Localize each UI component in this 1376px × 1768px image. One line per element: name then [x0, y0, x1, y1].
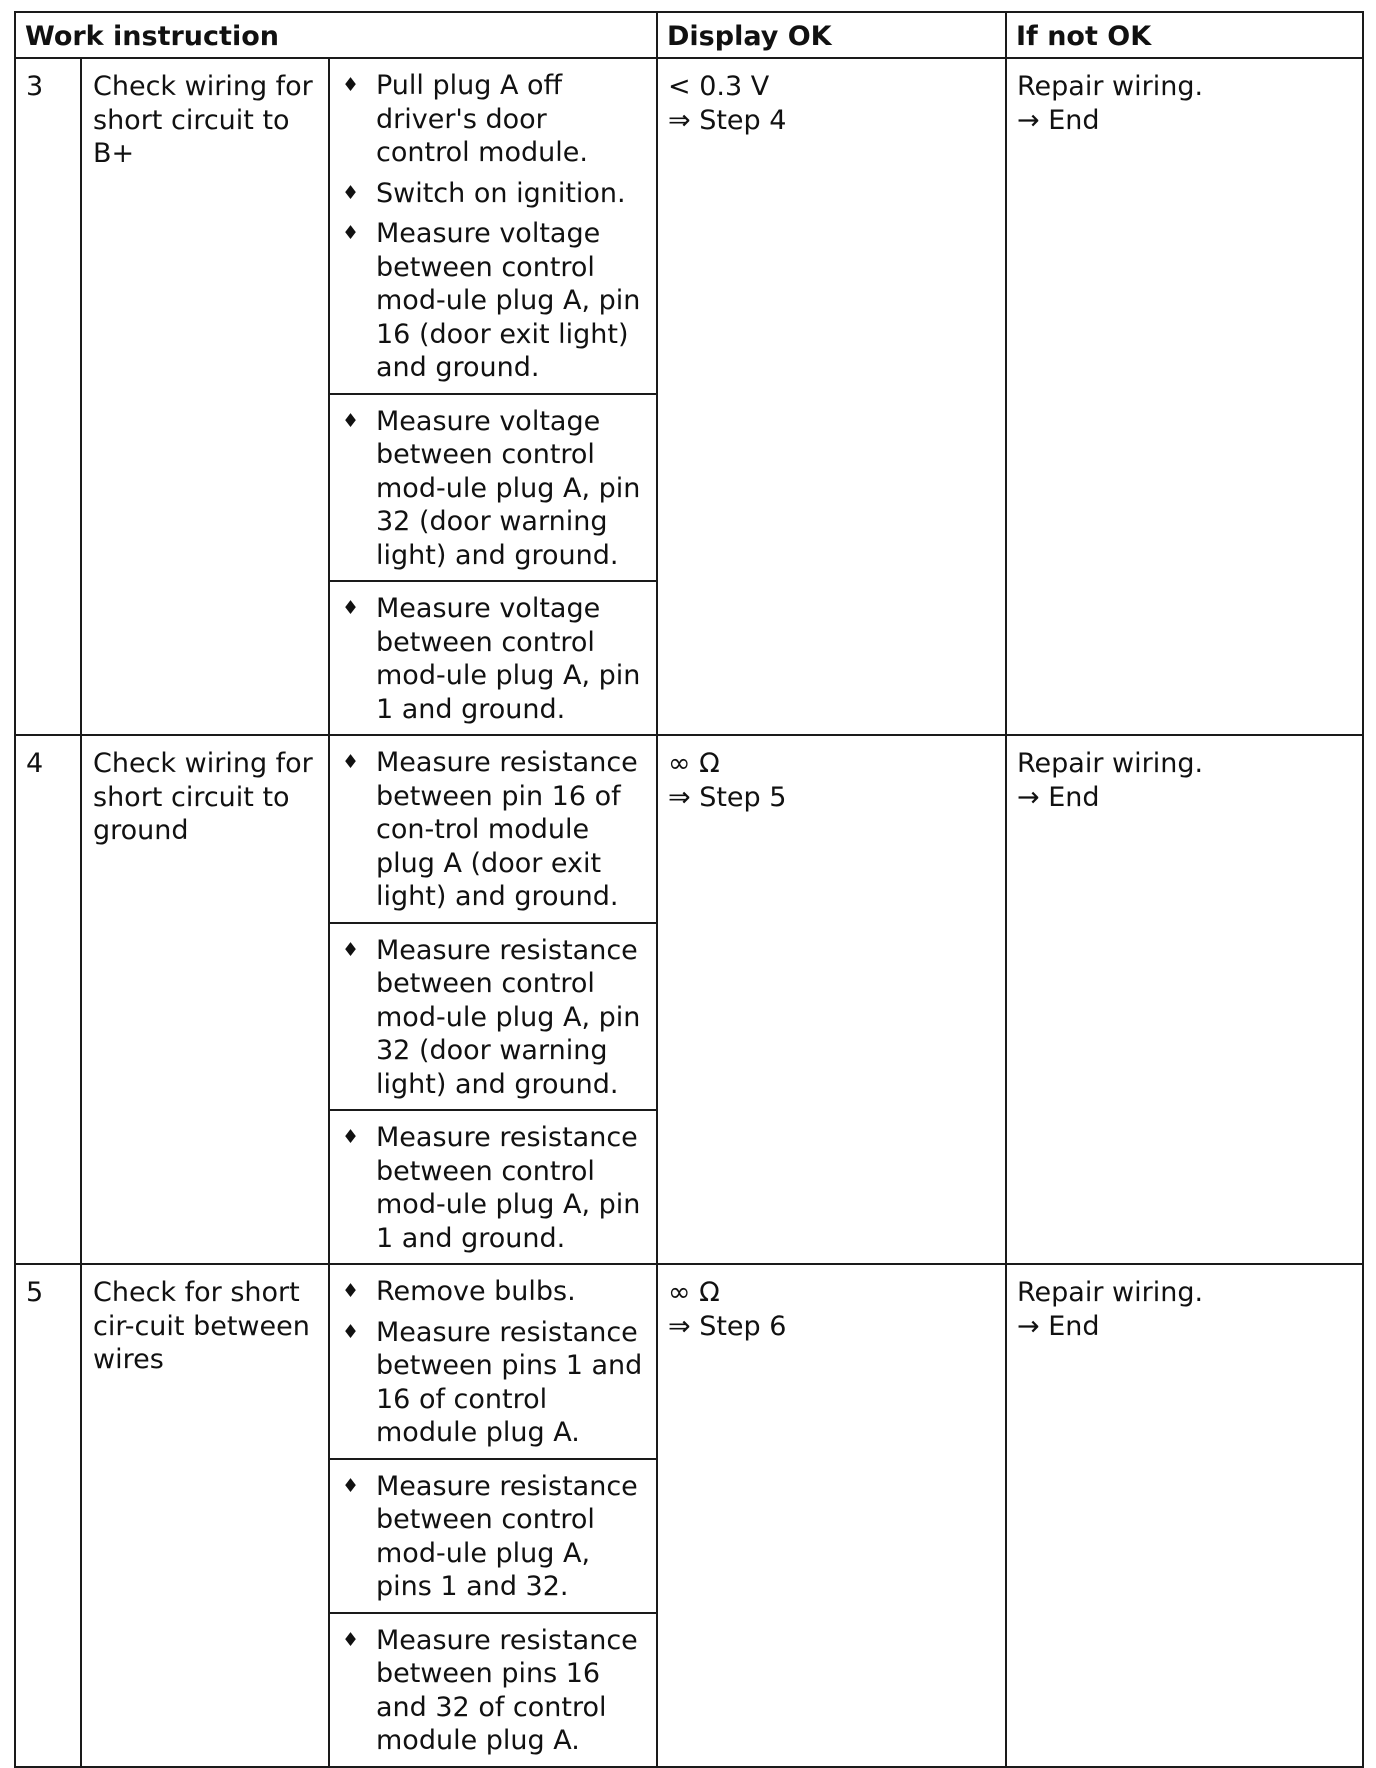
instruction-cell: [329, 735, 657, 923]
instruction-item: ♦ Measure voltage between control mod-ule plug A, pin 1 and ground.: [342, 593, 641, 725]
instruction-cell: [329, 394, 657, 582]
display-ok-cell: [657, 58, 1006, 735]
instruction-cell: [329, 58, 657, 394]
instruction-cell: [329, 1613, 657, 1767]
diamond-bullet-icon: ♦: [342, 222, 360, 244]
corrective-action: Repair wiring.: [1017, 748, 1204, 779]
instruction-cell: [329, 581, 657, 735]
display-ok-value: < 0.3 V: [668, 71, 770, 102]
step-number: 5: [15, 1264, 81, 1767]
next-step-link: ⇒ Step 4: [668, 104, 787, 136]
table-row: [15, 1264, 1363, 1459]
corrective-action: Repair wiring.: [1017, 1277, 1204, 1308]
step-number: 3: [15, 58, 81, 735]
instruction-item: ♦ Remove bulbs.: [342, 1276, 576, 1307]
diamond-bullet-icon: ♦: [342, 597, 360, 619]
work-instruction-table: [14, 11, 1364, 1768]
header-if-not-ok: If not OK: [1006, 12, 1363, 58]
if-not-ok-cell: [1006, 58, 1363, 735]
display-ok-cell: [657, 1264, 1006, 1767]
end-marker: → End: [1017, 104, 1100, 136]
display-ok-value: ∞ Ω: [668, 1277, 720, 1308]
diamond-bullet-icon: ♦: [342, 1628, 360, 1651]
diamond-bullet-icon: ♦: [342, 1280, 360, 1302]
diamond-bullet-icon: ♦: [342, 181, 360, 204]
table-row: [15, 58, 1363, 394]
instruction-item: ♦ Measure resistance between pin 16 of con-trol module plug A (door exit light) and ground.: [342, 747, 638, 912]
instruction-item: ♦ Measure resistance between control mod-ule plug A, pin 32 (door warning light) and ground.: [342, 934, 641, 1100]
header-row: [15, 12, 1363, 58]
header-display-ok: Display OK: [657, 12, 1006, 58]
diamond-bullet-icon: ♦: [342, 409, 360, 432]
instruction-item: ♦ Pull plug A off driver's door control module.: [342, 70, 588, 168]
diamond-bullet-icon: ♦: [342, 1320, 360, 1343]
step-title: Check wiring for short circuit to ground: [81, 735, 329, 1264]
instruction-item: ♦ Measure resistance between control mod-ule plug A, pins 1 and 32.: [342, 1470, 638, 1602]
instruction-item: ♦ Switch on ignition.: [342, 177, 626, 209]
if-not-ok-cell: [1006, 1264, 1363, 1767]
if-not-ok-cell: [1006, 735, 1363, 1264]
step-title: Check for short cir-cuit between wires: [81, 1264, 329, 1767]
end-marker: → End: [1017, 781, 1100, 813]
step-title: Check wiring for short circuit to B+: [81, 58, 329, 735]
diamond-bullet-icon: ♦: [342, 74, 360, 96]
diamond-bullet-icon: ♦: [342, 1474, 360, 1497]
step-number: 4: [15, 735, 81, 1264]
display-ok-value: ∞ Ω: [668, 748, 720, 779]
diamond-bullet-icon: ♦: [342, 1126, 360, 1148]
instruction-item: ♦ Measure voltage between control mod-ule plug A, pin 16 (door exit light) and ground.: [342, 218, 641, 383]
instruction-item: ♦ Measure resistance between pins 16 and 32 of control module plug A.: [342, 1624, 638, 1756]
table-row: [15, 735, 1363, 923]
instruction-item: ♦ Measure voltage between control mod-ule plug A, pin 32 (door warning light) and ground.: [342, 405, 641, 571]
diamond-bullet-icon: ♦: [342, 938, 360, 961]
instruction-cell: [329, 1264, 657, 1459]
display-ok-cell: [657, 735, 1006, 1264]
instruction-item: ♦ Measure resistance between pins 1 and 16 of control module plug A.: [342, 1316, 643, 1448]
corrective-action: Repair wiring.: [1017, 71, 1204, 102]
header-work-instruction: Work instruction: [15, 12, 657, 58]
instruction-cell: [329, 923, 657, 1111]
end-marker: → End: [1017, 1310, 1100, 1342]
instruction-item: ♦ Measure resistance between control mod-ule plug A, pin 1 and ground.: [342, 1122, 641, 1254]
instruction-cell: [329, 1459, 657, 1613]
next-step-link: ⇒ Step 6: [668, 1310, 787, 1342]
diamond-bullet-icon: ♦: [342, 751, 360, 773]
next-step-link: ⇒ Step 5: [668, 781, 787, 813]
instruction-cell: [329, 1110, 657, 1264]
